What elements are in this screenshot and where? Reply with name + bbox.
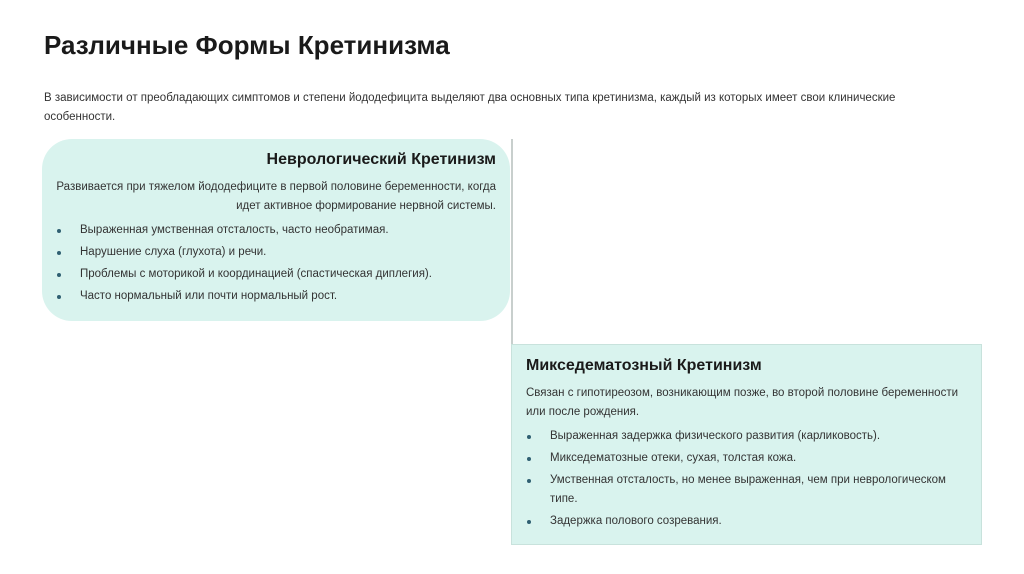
myxedematous-bullet-list — [526, 427, 967, 530]
list-item — [526, 449, 967, 468]
myxedematous-description: Связан с гипотиреозом, возникающим позже, во второй половине беременности или после рождения. — [526, 387, 959, 418]
list-item-text: Часто нормальный или почти нормальный рост. — [80, 290, 338, 302]
bullet-icon — [57, 229, 61, 233]
bullet-icon — [527, 457, 531, 461]
list-item — [526, 427, 967, 446]
neurological-description: Развивается при тяжелом йододефиците в первой половине беременности, когда идет активное формирование нервной системы. — [56, 181, 496, 212]
neurological-card — [42, 139, 510, 321]
list-item — [526, 471, 967, 508]
myxedematous-card — [511, 344, 982, 545]
bullet-icon — [57, 273, 61, 277]
list-item-text: Микседематозные отеки, сухая, толстая кожа. — [550, 452, 797, 464]
bullet-icon — [527, 435, 531, 439]
neurological-bullet-list — [56, 221, 496, 306]
myxedematous-heading: Микседематозный Кретинизм — [526, 357, 762, 374]
vertical-divider — [511, 139, 513, 345]
list-item-text: Задержка полового созревания. — [550, 514, 722, 527]
list-item-text: Проблемы с моторикой и координацией (спастическая диплегия). — [80, 268, 432, 280]
list-item-text: Умственная отсталость, но менее выраженная, чем при неврологическом типе. — [550, 474, 946, 505]
list-item — [56, 265, 496, 284]
intro-text: В зависимости от преобладающих симптомов и степени йододефицита выделяют два основных типа кретинизма, каждый из которых имеет свои клинические особенности. — [44, 92, 896, 123]
list-item — [56, 243, 496, 262]
bullet-icon — [527, 520, 531, 524]
list-item-text: Выраженная задержка физического развития (карликовость). — [550, 430, 881, 442]
list-item-text: Нарушение слуха (глухота) и речи. — [80, 246, 267, 258]
page-title: Различные Формы Кретинизма — [44, 30, 450, 60]
list-item — [526, 512, 967, 531]
bullet-icon — [527, 479, 531, 483]
list-item-text: Выраженная умственная отсталость, часто необратимая. — [80, 224, 389, 236]
bullet-icon — [57, 251, 61, 255]
list-item — [56, 221, 496, 240]
list-item — [56, 287, 496, 306]
bullet-icon — [57, 295, 61, 299]
neurological-heading: Неврологический Кретинизм — [266, 151, 496, 168]
